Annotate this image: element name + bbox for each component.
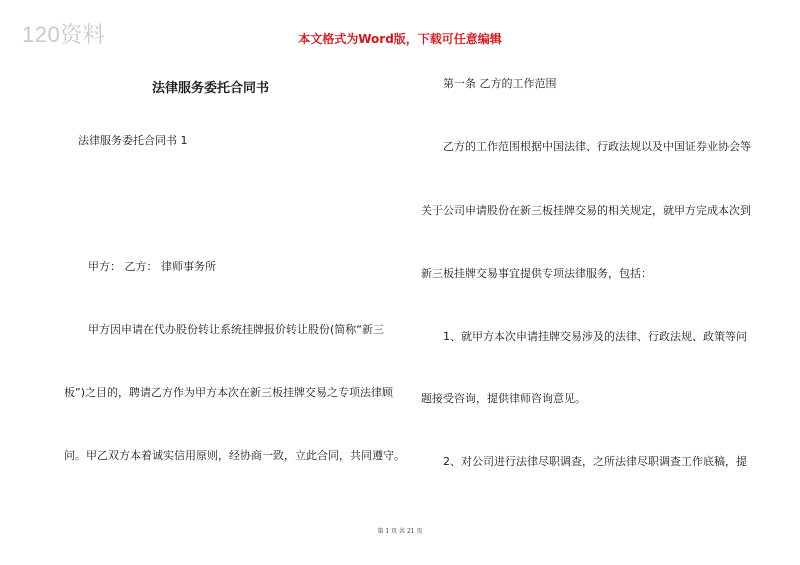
page-indicator: 第 1 页 共 21 页 [377,528,423,535]
paragraph-line: 关于公司申请股份在新三板挂牌交易的相关规定，就甲方完成本次到 [421,204,751,217]
watermark-logo: 120资料 [22,22,106,47]
paragraph-line: 新三板挂牌交易事宜提供专项法律服务，包括： [421,267,652,280]
paragraph-line: 甲方因申请在代办股份转让系统挂牌报价转让股份(简称“新三 [88,323,384,336]
paragraph-line: 板”)之目的，聘请乙方作为甲方本次在新三板挂牌交易之专项法律顾 [64,386,393,399]
list-item: 1、就甲方本次申请挂牌交易涉及的法律、行政法规、政策等问 [443,330,747,343]
document-subtitle: 法律服务委托合同书 1 [78,134,188,147]
list-item-continuation: 题接受咨询，提供律师咨询意见。 [421,392,586,405]
document-title: 法律服务委托合同书 [152,81,270,96]
list-item: 2、对公司进行法律尽职调查，之所法律尽职调查工作底稿，提 [443,455,747,468]
paragraph-line: 乙方的工作范围根据中国法律、行政法规以及中国证券业协会等 [443,140,751,153]
section-heading: 第一条 乙方的工作范围 [443,77,557,90]
paragraph-line: 问。甲乙双方本着诚实信用原则，经协商一致，立此合同，共同遵守。 [64,449,405,462]
parties-line: 甲方： 乙方： 律师事务所 [88,260,216,273]
format-notice: 本文格式为Word版，下载可任意编辑 [298,32,502,46]
